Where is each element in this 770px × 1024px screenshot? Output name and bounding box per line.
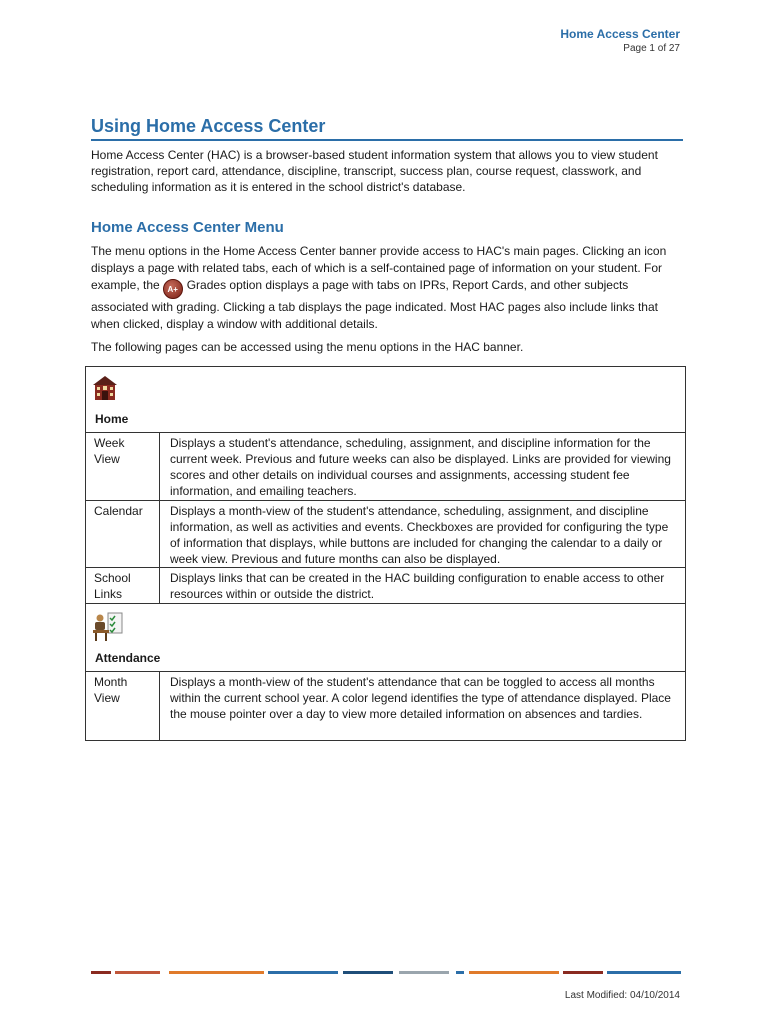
section-header-attendance <box>86 604 685 672</box>
menu-paragraph <box>91 243 683 333</box>
menu-paragraph-part-a: The menu options in the Home Access Center banner provide access to HAC's main pages. Clicking an icon displays a page with related tabs, each of which is a self-contained page of information on your student. For example, the <box>91 244 667 292</box>
table-row <box>86 433 685 501</box>
header-title: Home Access Center <box>560 27 680 41</box>
row-name: Week View <box>86 433 160 500</box>
attendance-desk-icon <box>92 612 124 642</box>
section-header-home <box>86 367 685 433</box>
menu-paragraph-part-b: Grades option displays a page with tabs on IPRs, Report Cards, and other subjects associated with grading. Clicking a tab displays the page indicated. Most HAC pages also include links that when clicked, display a window with additional details. <box>91 278 658 331</box>
table-row <box>86 568 685 604</box>
row-name: School Links <box>86 568 160 603</box>
section-label-home: Home <box>95 412 129 426</box>
main-heading: Using Home Access Center <box>91 115 683 141</box>
page-header <box>560 27 680 55</box>
school-house-icon <box>92 375 118 401</box>
row-description: Displays a month-view of the student's attendance, scheduling, assignment, and discipline information, as well as activities and events. Checkboxes are provided for configuring the type of information that displays, while buttons are included for changing the calendar to a daily or week view. Previous and future months can also be displayed. <box>170 504 669 566</box>
row-name: Calendar <box>86 501 160 567</box>
section-label-attendance: Attendance <box>95 651 161 665</box>
table-row <box>86 672 685 740</box>
footer-color-bar <box>91 971 681 974</box>
grades-icon: A+ <box>163 279 183 299</box>
last-modified: Last Modified: 04/10/2014 <box>564 990 680 1001</box>
row-description: Displays a student's attendance, scheduling, assignment, and discipline information for the current week. Previous and future weeks can also be displayed. Links are provided for viewing scores and other details on individual courses and assignments, accessing student fee information, and emailing teachers. <box>170 436 671 498</box>
page-number: Page 1 of 27 <box>623 43 680 54</box>
section-heading-menu: Home Access Center Menu <box>91 219 284 236</box>
menu-table <box>85 366 686 741</box>
row-description: Displays a month-view of the student's attendance that can be toggled to access all months within the current school year. A color legend identifies the type of attendance displayed. Place the mouse pointer over a day to view more detailed information on absences and tardies. <box>170 675 671 721</box>
row-description: Displays links that can be created in the HAC building configuration to enable access to other resources within or outside the district. <box>170 571 665 601</box>
row-name: Month View <box>86 672 160 740</box>
table-row <box>86 501 685 568</box>
following-paragraph: The following pages can be accessed using the menu options in the HAC banner. <box>91 340 524 354</box>
intro-paragraph: Home Access Center (HAC) is a browser-based student information system that allows you to view student registration, report card, attendance, discipline, transcript, success plan, course request, classwork, and scheduling information as it is entered in the school district's database. <box>91 148 658 194</box>
